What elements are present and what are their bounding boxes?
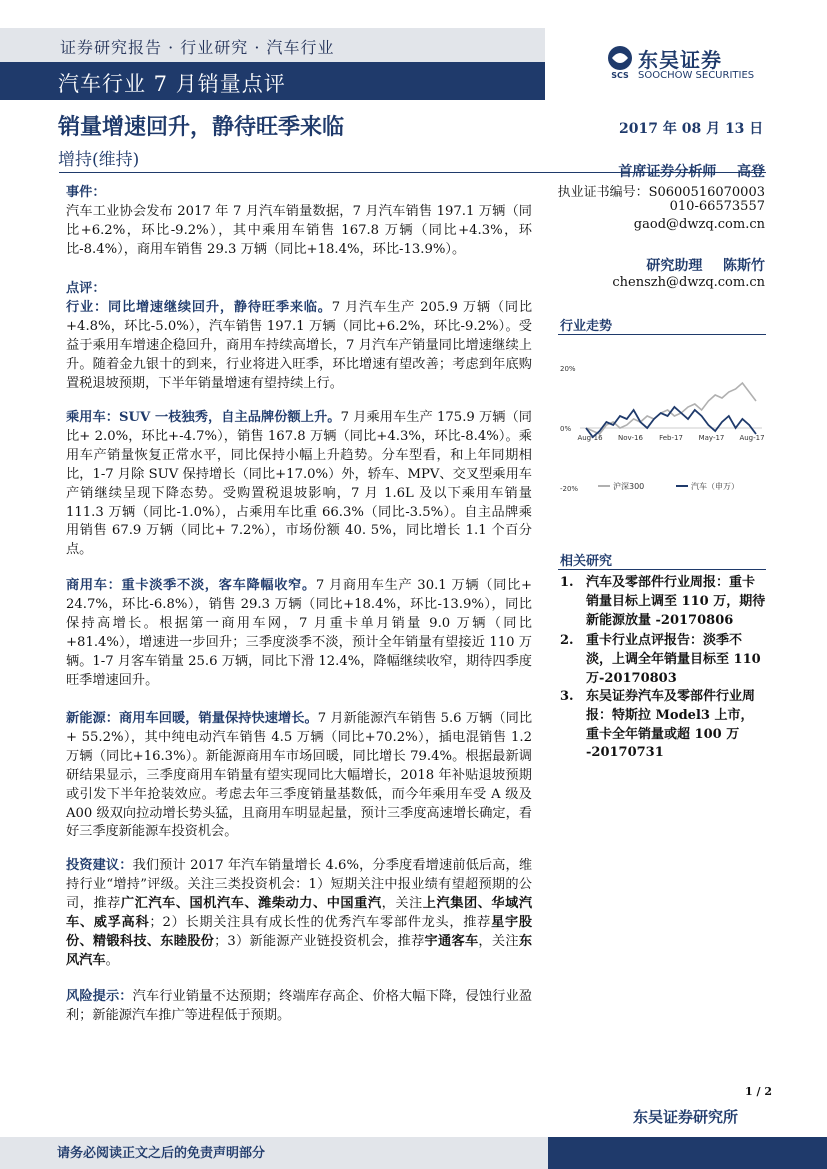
event-text: 汽车工业协会发布 2017 年 7 月汽车销量数据，7 月汽车销售 197.1 万辆（同比+6.2%，环比-9.2%），其中乘用车销售 167.8 万辆（同比+4.3%，环比-8.4%），商用车销售 29.3 万辆（同比+18.4%，环比-13.9%）。 <box>66 203 532 257</box>
analyst-cert: 执业证书编号：S0600516070003 <box>557 185 765 200</box>
related-research-item[interactable] <box>560 688 766 763</box>
advice-label: 投资建议： <box>66 858 133 873</box>
commercial-vehicle-section <box>66 577 532 690</box>
x-tick-label: Feb-17 <box>659 434 683 442</box>
chief-analyst <box>618 161 765 181</box>
company-logo-cn: 东吴证券 <box>638 48 722 72</box>
legend-label: 汽车（申万） <box>691 482 739 491</box>
comment-label-block <box>66 280 532 299</box>
chart-title-underline <box>558 334 766 335</box>
x-tick-label: Aug-17 <box>739 434 765 442</box>
rating: 增持(维持) <box>58 150 140 170</box>
advice-text-6: 。 <box>105 952 119 968</box>
event-section <box>66 184 532 260</box>
advice-text-5: ，关注 <box>478 933 519 949</box>
report-date: 2017 年 08 月 13 日 <box>619 121 764 137</box>
related-item-text: 重卡行业点评报告：淡季不淡，上调全年销量目标至 110 万-20170803 <box>586 633 761 686</box>
advice-text-1: 我们预计 2017 年汽车销量增长 4.6%，分季度看增速前低后高，维持行业“增持”评级。关注三类投资机会：1）短期关注中报业绩有望超预期的公司，推荐 <box>66 858 533 911</box>
cv-text: 7 月商用车生产 30.1 万辆（同比+ 24.7%，环比-6.8%），销售 29.3 万辆（同比+18.4%，环比-13.9%），同比保持高增长。根据第一商用车网，7 月重卡单月销量 9.0 万辆（同比+81.4%），增速进一步回升；三季度淡季不淡，预计全年销量有望接近 110 万辆。1-7 月客车销量 25.6 万辆，同比下滑 12.4%，降幅继续收窄，期待四季度旺季增速回升。 <box>66 578 532 688</box>
x-tick-label: Aug-16 <box>577 434 603 442</box>
event-label: 事件： <box>66 185 106 200</box>
chart-title: 行业走势 <box>560 319 613 334</box>
related-item-text: 汽车及零部件行业周报：重卡销量目标上调至 110 万，期待新能源放量 -20170806 <box>586 575 766 628</box>
related-research-item[interactable] <box>560 574 766 630</box>
advice-stocks-3: 星宇股份、精锻科技、东睦股份 <box>66 914 533 949</box>
chief-name: 高登 <box>737 164 765 180</box>
pv-heading: 乘用车：SUV 一枝独秀，自主品牌份额上升。 <box>66 410 341 425</box>
related-research-underline <box>558 569 766 570</box>
y-tick-label: 0% <box>560 425 572 433</box>
y-tick-label: -20% <box>560 485 579 493</box>
related-item-text: 东吴证券汽车及零部件行业周报：特斯拉 Model3 上市，重卡全年销量或超 100 万 -20170731 <box>586 689 756 761</box>
company-logo-en: SOOCHOW SECURITIES <box>638 70 755 81</box>
comment-label: 点评： <box>66 281 106 296</box>
report-type: 汽车行业 7 月销量点评 <box>58 72 286 96</box>
report-category: 证券研究报告 · 行业研究 · 汽车行业 <box>60 38 335 57</box>
page-number: 1 / 2 <box>745 1085 772 1098</box>
advice-text-2: ，关注 <box>381 895 423 911</box>
research-assistant <box>646 255 765 275</box>
industry-trend-chart <box>558 350 766 500</box>
related-research-title: 相关研究 <box>560 554 613 569</box>
advice-text-4: ；3）新能源产业链投资机会，推荐 <box>214 933 425 949</box>
assistant-role: 研究助理 <box>646 258 703 274</box>
footer-accent-bar <box>548 1137 827 1169</box>
advice-stocks-2: 上汽集团、华域汽车、威孚高科 <box>66 895 533 930</box>
legend-label: 沪深300 <box>613 482 645 491</box>
industry-heading: 行业：同比增速继续回升，静待旺季来临。 <box>66 300 332 315</box>
new-energy-section <box>66 710 532 842</box>
disclaimer-text: 请务必阅读正文之后的免责声明部分 <box>57 1146 266 1161</box>
company-logo-icon <box>604 44 636 80</box>
related-item-number: 1. <box>560 575 574 590</box>
advice-stocks-4: 宇通客车 <box>424 933 479 949</box>
footer-institute: 东吴证券研究所 <box>633 1108 739 1126</box>
advice-stocks-1: 广汇汽车、国机汽车、潍柴动力、中国重汽 <box>120 895 382 911</box>
related-item-number: 3. <box>560 689 574 704</box>
advice-text-3: ；2）长期关注具有成长性的优秀汽车零部件龙头，推荐 <box>149 914 492 930</box>
investment-advice-section <box>66 857 532 970</box>
nev-text: 7 月新能源汽车销售 5.6 万辆（同比+ 55.2%），其中纯电动汽车销售 4.5 万辆（同比+70.2%），插电混销售 1.2 万辆（同比+16.3%）。新能源商用车市场回暖，同比增长 79.4%。根据最新调研结果显示，三季度商用车销量有望实现同比大幅增长，2018 年补贴退坡预期或引发下半年抢装效应。考虑去年三季度销量基数低，而今年乘用车受 A 级及 A00 级双向拉动增长势头猛，且商用车明显起量，预计三季度高速增长确定，看好三季度新能源车投资机会。 <box>66 711 533 840</box>
related-research-item[interactable] <box>560 632 766 688</box>
logo-mark-text: SCS <box>611 71 629 80</box>
analyst-email[interactable]: gaod@dwzq.com.cn <box>633 217 765 232</box>
advice-stocks-5: 东风汽车 <box>66 933 533 968</box>
industry-text: 7 月汽车生产 205.9 万辆（同比+4.8%，环比-5.0%），汽车销售 197.1 万辆（同比+6.2%，环比-9.2%）。受益于乘用车增速企稳回升，商用车持续高增长，7 月汽车产销量同比增速继续上升。随着金九银十的到来，行业将进入旺季，环比增速有望改善；考虑到年底购置税退坡预期，下半年销量增速有望持续上行。 <box>66 300 533 391</box>
x-tick-label: May-17 <box>698 434 725 442</box>
nev-heading: 新能源：商用车回暖，销量保持快速增长。 <box>66 711 318 726</box>
risk-label: 风险提示： <box>66 989 133 1004</box>
assistant-name: 陈斯竹 <box>723 258 765 274</box>
analyst-phone: 010-66573557 <box>669 199 765 214</box>
industry-section <box>66 299 532 394</box>
x-tick-label: Nov-16 <box>618 434 643 442</box>
pv-text: 7 月乘用车生产 175.9 万辆（同比+ 2.0%，环比+-4.7%），销售 167.8 万辆（同比+4.3%，环比-8.4%）。乘用车产销量恢复正常水平，同比保持小幅上升趋势。分车型看，和上年同期相比，1-7 月除 SUV 保持增长（同比+17.0%）外，轿车、MPV、交叉型乘用车产销继续呈现下降态势。受购置税退坡影响，7 月 1.6L 及以下乘用车销量 111.3 万辆（同比-1.0%），占乘用车比重 66.3%（同比-3.5%）。自主品牌乘用销售 67.9 万辆（同比+ 7.2%），市场份额 40. 5%，同比增长 1.1 个百分点。 <box>66 410 532 558</box>
chief-role: 首席证券分析师 <box>618 164 717 180</box>
y-tick-label: 20% <box>560 365 576 373</box>
risk-section <box>66 988 532 1026</box>
assistant-email[interactable]: chenszh@dwzq.com.cn <box>612 275 765 290</box>
report-title: 销量增速回升，静待旺季来临 <box>58 114 345 140</box>
series-line-hs300 <box>586 383 756 434</box>
risk-text: 汽车行业销量不达预期；终端库存高企、价格大幅下降，侵蚀行业盈利；新能源汽车推广等进程低于预期。 <box>66 989 533 1023</box>
related-item-number: 2. <box>560 633 574 648</box>
cv-heading: 商用车：重卡淡季不淡，客车降幅收窄。 <box>66 578 316 593</box>
passenger-vehicle-section <box>66 409 532 560</box>
